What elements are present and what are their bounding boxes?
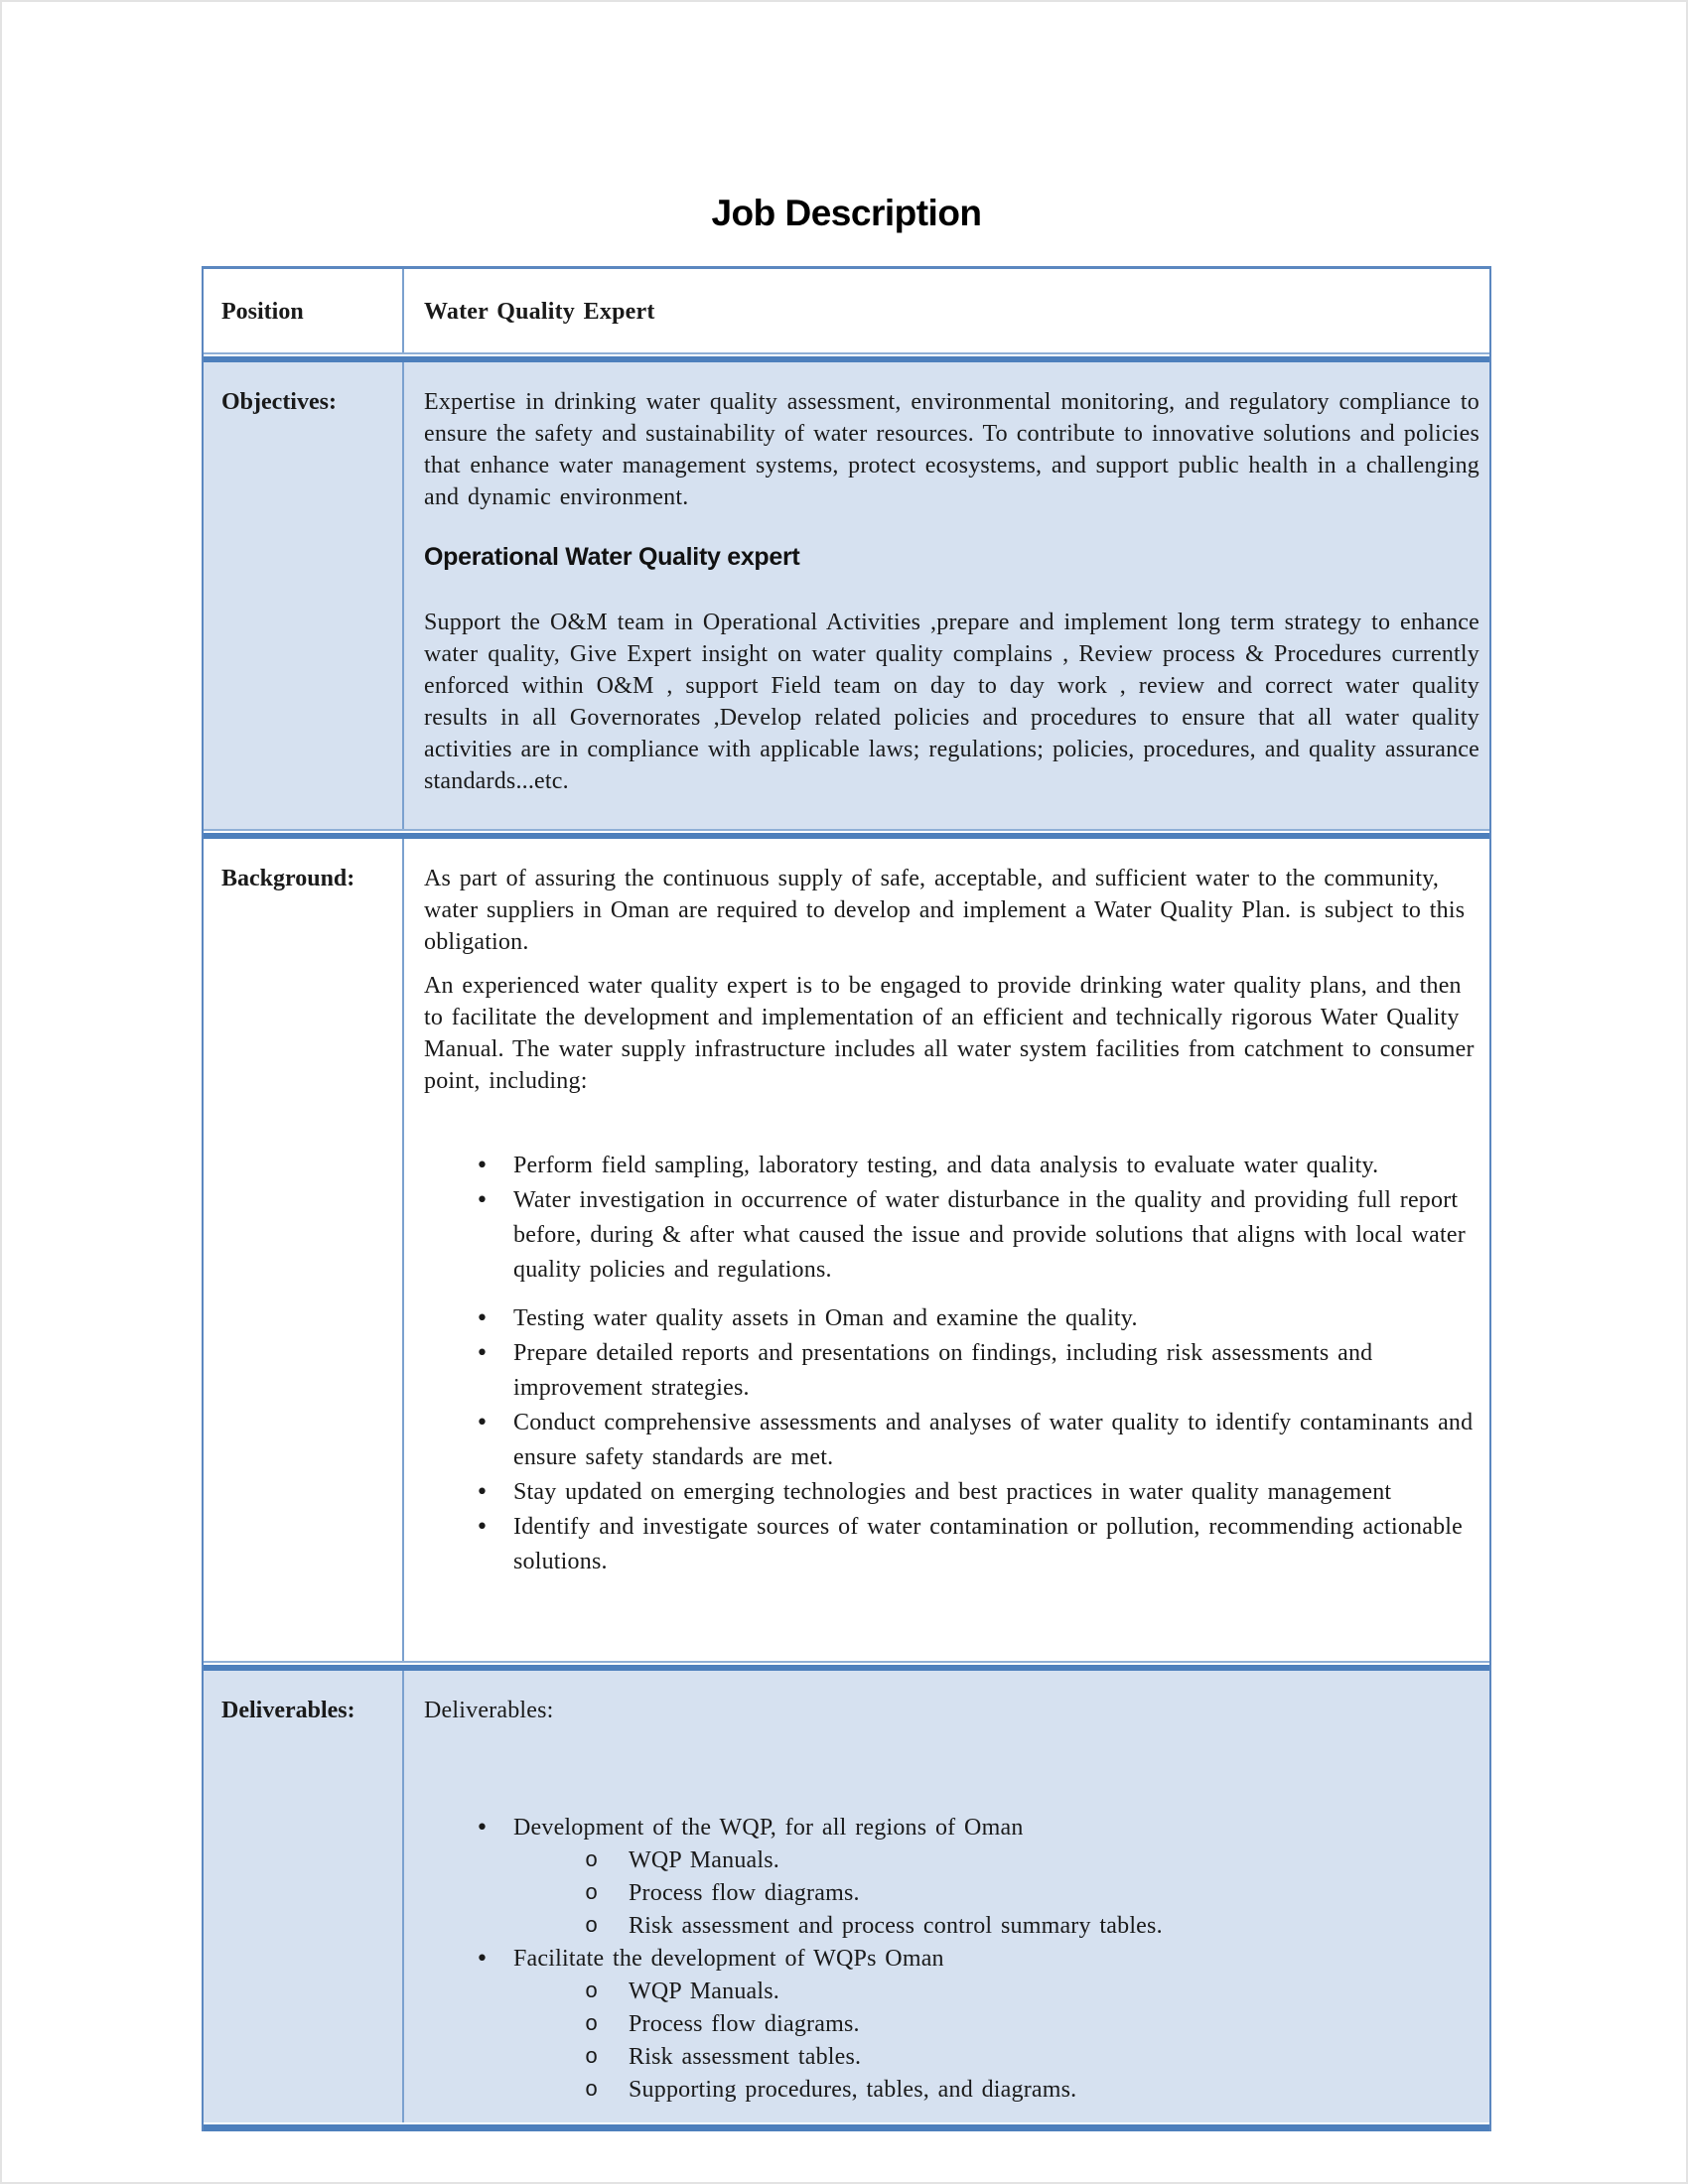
sub-list-item: o Risk assessment and process control summary tables. (513, 1910, 1479, 1943)
table-bottom-border (204, 2122, 1489, 2131)
deliverables-sublist (513, 1844, 1479, 1943)
row-divider (204, 829, 1489, 839)
list-item: • Prepare detailed reports and presentations on findings, including risk assessments and improvement strategies. (424, 1336, 1479, 1406)
list-item-text: Facilitate the development of WQPs Oman (513, 1946, 944, 1972)
table-row-deliverables (204, 1671, 1489, 2122)
table-row-objectives (204, 362, 1489, 829)
objectives-paragraph-1: Expertise in drinking water quality assessment, environmental monitoring, and regulatory compliance to ensure the safety and sustainability of water resources. To contribute to innovative solutions and policies that enhance water management systems, protect ecosystems, and support public health in a challenging and dynamic environment. (424, 389, 1479, 510)
job-description-table (202, 266, 1491, 2131)
list-item: • Identify and investigate sources of water contamination or pollution, recommending actionable solutions. (424, 1510, 1479, 1579)
list-item: • Stay updated on emerging technologies and best practices in water quality management (424, 1475, 1479, 1510)
background-paragraph-2: An experienced water quality expert is to be engaged to provide drinking water quality plans, and then to facilitate the development and implementation of an efficient and technically rigorous Water Quality Manual. The water supply infrastructure includes all water system facilities from catchment to consumer point, including: (424, 973, 1475, 1094)
deliverables-list (424, 1812, 1479, 2107)
deliverables-content (404, 1671, 1489, 2122)
position-label: Position (204, 269, 404, 352)
list-item: • Conduct comprehensive assessments and analyses of water quality to identify contaminants and ensure safety standards are met. (424, 1406, 1479, 1475)
objectives-paragraph-2: Support the O&M team in Operational Activities ,prepare and implement long term strategy to enhance water quality, Give Expert insight on water quality complains , Review process & Procedures currently enforced within O&M , support Field team on day to day work , review and correct water quality results in all Governorates ,Develop related policies and procedures to ensure that all water quality activities are in compliance with applicable laws; regulations; policies, procedures, and quality assurance standards...etc. (424, 610, 1479, 794)
list-item-text: Development of the WQP, for all regions of Oman (513, 1815, 1024, 1841)
list-item (424, 1812, 1479, 1943)
background-paragraph-1: As part of assuring the continuous supply of safe, acceptable, and sufficient water to the community, water suppliers in Oman are required to develop and implement a Water Quality Plan. is subject to this obligation. (424, 866, 1466, 955)
objectives-subheading: Operational Water Quality expert (424, 543, 800, 571)
table-row-position (204, 269, 1489, 352)
position-value: Water Quality Expert (424, 299, 655, 325)
list-item: • Testing water quality assets in Oman and examine the quality. (424, 1301, 1479, 1336)
page-title: Job Description (711, 193, 982, 233)
row-divider (204, 352, 1489, 362)
list-item: • Water investigation in occurrence of water disturbance in the quality and providing full report before, during & after what caused the issue and provide solutions that aligns with local water quality policies and regulations. (424, 1183, 1479, 1288)
background-bullet-list (424, 1149, 1479, 1579)
list-item: • Perform field sampling, laboratory testing, and data analysis to evaluate water quality. (424, 1149, 1479, 1183)
sub-list-item: o Process flow diagrams. (513, 1877, 1479, 1910)
row-divider (204, 1661, 1489, 1671)
objectives-content (404, 362, 1489, 829)
divider-thick-line (204, 2124, 1489, 2131)
deliverables-label: Deliverables: (204, 1671, 404, 2122)
deliverables-sublist (513, 1976, 1479, 2107)
list-item (424, 1943, 1479, 2107)
sub-list-item: o Supporting procedures, tables, and diagrams. (513, 2074, 1479, 2107)
background-label: Background: (204, 839, 404, 1661)
sub-list-item: o WQP Manuals. (513, 1844, 1479, 1877)
background-content (404, 839, 1489, 1661)
deliverables-intro: Deliverables: (424, 1698, 554, 1723)
objectives-label: Objectives: (204, 362, 404, 829)
sub-list-item: o Process flow diagrams. (513, 2008, 1479, 2041)
sub-list-item: o WQP Manuals. (513, 1976, 1479, 2008)
table-row-background (204, 839, 1489, 1661)
sub-list-item: o Risk assessment tables. (513, 2041, 1479, 2074)
